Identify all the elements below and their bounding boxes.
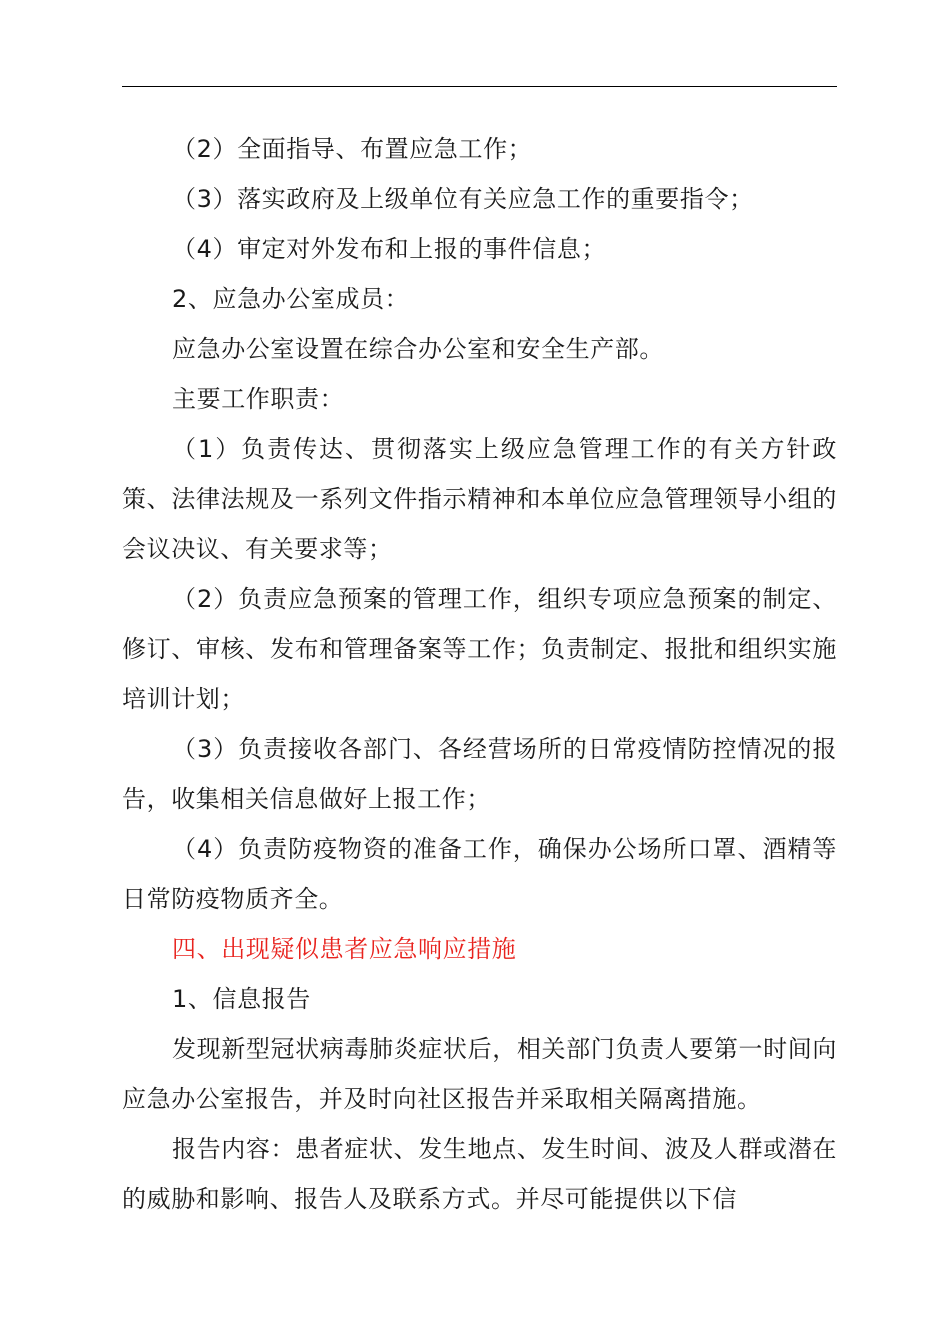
section-heading: 四、出现疑似患者应急响应措施 [172, 935, 517, 963]
document-body [122, 124, 837, 1224]
paragraph: 发现新型冠状病毒肺炎症状后，相关部门负责人要第一时间向应急办公室报告，并及时向社区报告并采取相关隔离措施。 [122, 1035, 837, 1113]
paragraph: （2）全面指导、布置应急工作； [172, 135, 533, 163]
paragraph: （4）审定对外发布和上报的事件信息； [172, 235, 607, 263]
paragraph: （3）落实政府及上级单位有关应急工作的重要指令； [172, 185, 754, 213]
paragraph: 2、应急办公室成员： [172, 285, 410, 313]
paragraph: 主要工作职责： [172, 385, 345, 413]
header-rule [122, 86, 837, 87]
paragraph: （3）负责接收各部门、各经营场所的日常疫情防控情况的报告，收集相关信息做好上报工作； [122, 735, 837, 813]
paragraph: 报告内容：患者症状、发生地点、发生时间、波及人群或潜在的威胁和影响、报告人及联系方式。并尽可能提供以下信 [122, 1135, 837, 1213]
paragraph: 应急办公室设置在综合办公室和安全生产部。 [172, 335, 664, 363]
paragraph: （1）负责传达、贯彻落实上级应急管理工作的有关方针政策、法律法规及一系列文件指示精神和本单位应急管理领导小组的会议决议、有关要求等； [122, 435, 837, 563]
paragraph: （4）负责防疫物资的准备工作，确保办公场所口罩、酒精等日常防疫物质齐全。 [122, 835, 837, 913]
paragraph: （2）负责应急预案的管理工作，组织专项应急预案的制定、修订、审核、发布和管理备案等工作；负责制定、报批和组织实施培训计划； [122, 585, 837, 713]
paragraph: 1、信息报告 [172, 985, 311, 1013]
